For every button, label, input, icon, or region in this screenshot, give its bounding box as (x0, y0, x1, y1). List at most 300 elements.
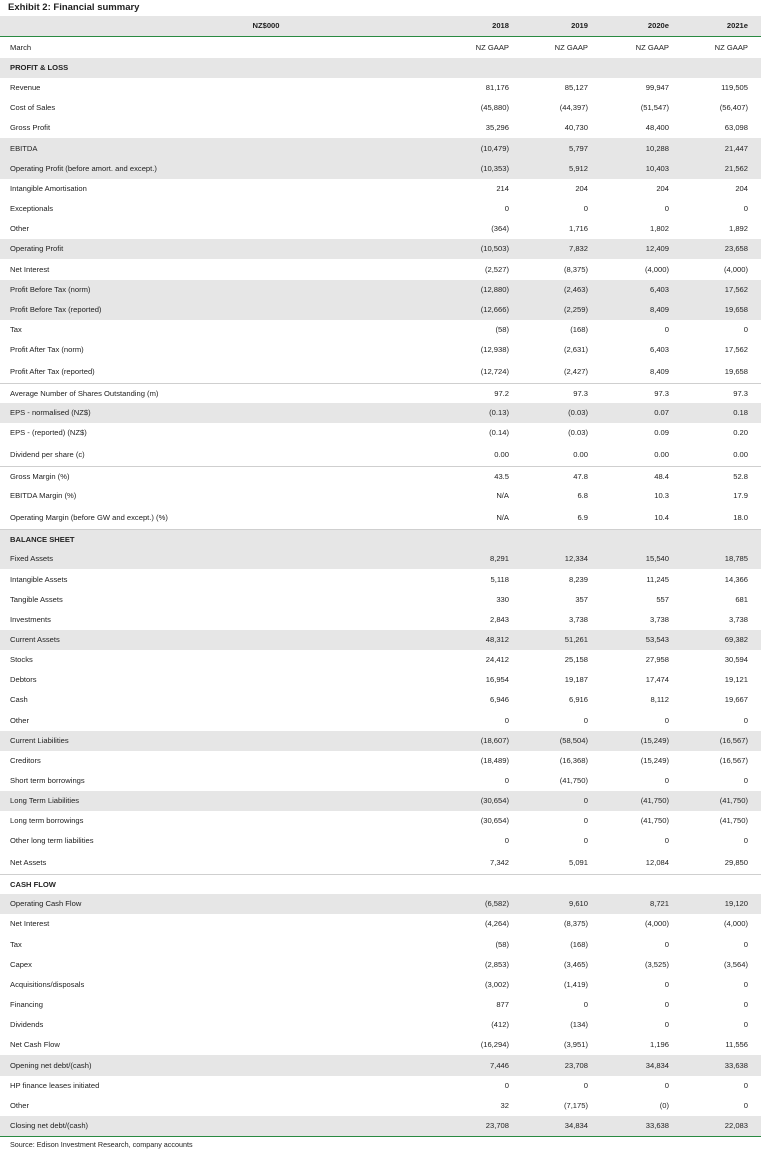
row-value: 8,112 (650, 695, 669, 704)
table-row (0, 506, 761, 529)
row-value: 19,187 (564, 675, 588, 684)
table-row (0, 894, 761, 914)
row-value: 81,176 (485, 83, 509, 92)
row-value: (10,479) (480, 144, 509, 153)
table-row (0, 569, 761, 590)
row-value: (58) (495, 325, 509, 334)
year-header-2019: 2019 (571, 21, 588, 30)
row-value: (41,750) (640, 796, 669, 805)
row-value: 0 (664, 1081, 669, 1090)
row-value: (3,525) (644, 960, 669, 969)
table-row (0, 630, 761, 650)
table-row (0, 58, 761, 78)
row-value: 0.00 (573, 450, 588, 459)
row-value: 8,239 (568, 575, 588, 584)
row-label: Dividends (10, 1020, 44, 1029)
table-row (0, 300, 761, 320)
row-value: 17,562 (724, 345, 748, 354)
table-row (0, 320, 761, 340)
table-row (0, 1096, 761, 1116)
row-value: (41,750) (559, 776, 588, 785)
row-value: 97.3 (573, 389, 588, 398)
row-value: 1,802 (649, 224, 669, 233)
row-label: Operating Profit (10, 244, 64, 253)
table-row (0, 38, 761, 58)
row-value: 40,730 (564, 123, 588, 132)
row-value: 0 (504, 1081, 509, 1090)
row-label: Operating Cash Flow (10, 899, 82, 908)
row-value: 204 (656, 184, 669, 193)
row-label: Profit Before Tax (norm) (10, 285, 91, 294)
row-value: 10.4 (654, 513, 669, 522)
row-label: Acquisitions/disposals (10, 980, 85, 989)
row-value: 0 (664, 1000, 669, 1009)
table-row (0, 179, 761, 199)
row-value: (15,249) (640, 736, 669, 745)
source-note: Source: Edison Investment Research, company accounts (10, 1140, 193, 1149)
table-row (0, 1035, 761, 1055)
row-value: (3,465) (563, 960, 588, 969)
row-value: (0.13) (489, 408, 509, 417)
row-value: 69,382 (724, 635, 748, 644)
row-value: 52.8 (733, 472, 748, 481)
row-value: 3,738 (568, 615, 588, 624)
row-value: 3,738 (649, 615, 669, 624)
footer-rule (0, 1136, 761, 1137)
row-value: (2,853) (484, 960, 509, 969)
row-value: 7,832 (568, 244, 588, 253)
table-row (0, 670, 761, 690)
row-value: 0 (743, 776, 748, 785)
row-value: (16,567) (719, 736, 748, 745)
exhibit-title: Exhibit 2: Financial summary (8, 2, 140, 13)
row-value: (18,489) (480, 756, 509, 765)
row-value: N/A (496, 513, 509, 522)
row-label: Cash (10, 695, 28, 704)
table-row (0, 731, 761, 751)
row-value: 0 (743, 980, 748, 989)
row-value: 48.4 (654, 472, 669, 481)
row-value: 11,245 (646, 575, 669, 584)
row-value: NZ GAAP (714, 43, 748, 52)
table-row (0, 219, 761, 239)
row-value: 97.3 (654, 389, 669, 398)
row-value: 18.0 (733, 513, 748, 522)
row-value: (30,654) (480, 796, 509, 805)
row-value: (16,368) (559, 756, 588, 765)
row-value: 119,505 (721, 83, 748, 92)
row-value: 0 (743, 204, 748, 213)
table-row (0, 1015, 761, 1035)
row-value: (4,000) (723, 919, 748, 928)
row-value: 0.20 (733, 428, 748, 437)
row-value: 34,834 (645, 1061, 669, 1070)
row-label: Investments (10, 615, 51, 624)
row-value: 8,721 (649, 899, 669, 908)
row-label: Other (10, 1101, 29, 1110)
row-label: PROFIT & LOSS (10, 63, 69, 72)
row-value: 0 (664, 1020, 669, 1029)
row-value: (45,880) (480, 103, 509, 112)
row-value: 3,738 (728, 615, 748, 624)
row-label: Short term borrowings (10, 776, 85, 785)
row-label: Gross Profit (10, 123, 51, 132)
row-value: 0 (504, 836, 509, 845)
row-value: 0 (504, 716, 509, 725)
row-value: 25,158 (564, 655, 588, 664)
row-value: 7,342 (489, 858, 509, 867)
row-value: 0 (583, 204, 588, 213)
row-label: Tax (10, 940, 22, 949)
row-value: (41,750) (719, 796, 748, 805)
row-value: 51,261 (564, 635, 588, 644)
table-row (0, 466, 761, 487)
row-value: 18,785 (724, 554, 748, 563)
row-value: NZ GAAP (635, 43, 669, 52)
row-value: 12,334 (564, 554, 588, 563)
row-label: Long Term Liabilities (10, 796, 80, 805)
table-row (0, 851, 761, 874)
row-label: Profit After Tax (reported) (10, 367, 95, 376)
row-value: (0) (659, 1101, 669, 1110)
table-row (0, 751, 761, 771)
row-value: 1,196 (649, 1040, 669, 1049)
row-value: (12,880) (480, 285, 509, 294)
row-label: Net Interest (10, 919, 50, 928)
row-value: 6,403 (649, 345, 669, 354)
row-label: Creditors (10, 756, 41, 765)
row-value: 1,716 (568, 224, 588, 233)
row-value: 8,409 (649, 367, 669, 376)
row-value: 0 (583, 1000, 588, 1009)
table-row (0, 423, 761, 443)
table-row (0, 98, 761, 118)
row-value: 33,638 (724, 1061, 748, 1070)
row-value: (168) (570, 940, 588, 949)
table-row (0, 1116, 761, 1136)
row-label: Intangible Amortisation (10, 184, 87, 193)
row-value: 23,658 (724, 244, 748, 253)
row-label: Net Assets (10, 858, 47, 867)
row-value: 14,366 (724, 575, 748, 584)
row-value: (2,259) (563, 305, 588, 314)
row-value: (7,175) (563, 1101, 588, 1110)
row-value: 27,958 (645, 655, 669, 664)
row-value: 19,667 (724, 695, 748, 704)
row-value: 21,447 (724, 144, 748, 153)
row-value: 63,098 (724, 123, 748, 132)
row-value: (2,631) (563, 345, 588, 354)
row-value: (10,503) (480, 244, 509, 253)
table-row (0, 934, 761, 955)
table-row (0, 78, 761, 98)
row-label: Fixed Assets (10, 554, 54, 563)
row-value: 681 (735, 595, 748, 604)
row-value: (1,419) (563, 980, 588, 989)
table-row (0, 159, 761, 179)
table-row (0, 443, 761, 466)
row-value: (12,938) (480, 345, 509, 354)
row-value: 204 (575, 184, 588, 193)
row-label: Other long term liabilities (10, 836, 94, 845)
row-value: (30,654) (480, 816, 509, 825)
row-value: (2,463) (563, 285, 588, 294)
table-row (0, 610, 761, 630)
table-row (0, 690, 761, 710)
table-row (0, 874, 761, 895)
row-value: 0 (743, 940, 748, 949)
year-header-2018: 2018 (492, 21, 509, 30)
table-header (0, 16, 761, 37)
row-value: 6,916 (568, 695, 588, 704)
row-value: 24,412 (485, 655, 509, 664)
row-value: 12,084 (645, 858, 669, 867)
table-row (0, 529, 761, 550)
row-label: Closing net debt/(cash) (10, 1121, 89, 1130)
row-value: (3,951) (563, 1040, 588, 1049)
row-value: 23,708 (485, 1121, 509, 1130)
row-value: 21,562 (724, 164, 748, 173)
row-value: 43.5 (494, 472, 509, 481)
row-value: 22,083 (724, 1121, 748, 1130)
row-value: 0 (743, 1020, 748, 1029)
row-label: Financing (10, 1000, 43, 1009)
row-label: CASH FLOW (10, 880, 56, 889)
row-value: 5,912 (568, 164, 588, 173)
row-value: (18,607) (480, 736, 509, 745)
row-value: 0 (743, 836, 748, 845)
row-value: 0 (743, 325, 748, 334)
row-value: 32 (500, 1101, 509, 1110)
row-label: Dividend per share (c) (10, 450, 85, 459)
row-value: (56,407) (719, 103, 748, 112)
row-value: 0.00 (733, 450, 748, 459)
table-row (0, 791, 761, 811)
row-label: Exceptionals (10, 204, 54, 213)
row-value: (58) (495, 940, 509, 949)
row-value: 6.9 (577, 513, 588, 522)
row-value: (3,002) (484, 980, 509, 989)
row-value: 30,594 (724, 655, 748, 664)
row-value: (2,427) (563, 367, 588, 376)
row-value: 557 (656, 595, 669, 604)
row-label: March (10, 43, 32, 52)
row-label: Other (10, 716, 29, 725)
row-value: 5,091 (568, 858, 588, 867)
row-value: 97.3 (733, 389, 748, 398)
row-value: 877 (496, 1000, 509, 1009)
row-value: 10,288 (645, 144, 669, 153)
row-value: (3,564) (723, 960, 748, 969)
row-label: Current Liabilities (10, 736, 69, 745)
row-value: 0 (583, 1081, 588, 1090)
row-label: Debtors (10, 675, 37, 684)
table-row (0, 403, 761, 423)
row-value: 0 (743, 1101, 748, 1110)
currency-unit-header: NZ$000 (252, 21, 280, 30)
row-value: 0 (743, 1081, 748, 1090)
row-value: 17,474 (645, 675, 669, 684)
row-value: (0.03) (568, 428, 588, 437)
row-label: Average Number of Shares Outstanding (m) (10, 389, 159, 398)
row-value: 19,120 (724, 899, 748, 908)
row-value: 15,540 (645, 554, 669, 563)
row-value: 0.00 (654, 450, 669, 459)
row-value: 8,291 (489, 554, 509, 563)
row-label: BALANCE SHEET (10, 535, 75, 544)
table-row (0, 831, 761, 851)
year-header-2021e: 2021e (726, 21, 748, 30)
row-label: Other (10, 224, 29, 233)
row-label: Net Cash Flow (10, 1040, 60, 1049)
row-value: (58,504) (559, 736, 588, 745)
row-label: EPS - (reported) (NZ$) (10, 428, 87, 437)
row-value: 0 (504, 776, 509, 785)
row-label: EPS - normalised (NZ$) (10, 408, 91, 417)
row-value: 0 (664, 836, 669, 845)
row-value: 10.3 (654, 491, 669, 500)
row-value: (10,353) (480, 164, 509, 173)
row-value: 8,409 (649, 305, 669, 314)
row-label: Long term borrowings (10, 816, 84, 825)
row-value: (0.14) (489, 428, 509, 437)
row-value: (12,724) (480, 367, 509, 376)
row-value: 0.18 (733, 408, 748, 417)
row-value: 48,312 (485, 635, 509, 644)
row-value: (8,375) (563, 265, 588, 274)
row-value: 6,403 (649, 285, 669, 294)
table-row (0, 975, 761, 995)
table-row (0, 383, 761, 404)
table-row (0, 199, 761, 219)
table-row (0, 811, 761, 831)
row-value: (4,000) (723, 265, 748, 274)
row-value: (134) (570, 1020, 588, 1029)
row-label: Net Interest (10, 265, 50, 274)
row-value: (16,294) (480, 1040, 509, 1049)
row-label: Cost of Sales (10, 103, 56, 112)
row-value: (16,567) (719, 756, 748, 765)
row-value: (51,547) (640, 103, 669, 112)
row-label: Current Assets (10, 635, 60, 644)
row-value: (168) (570, 325, 588, 334)
row-value: (364) (491, 224, 509, 233)
row-value: 10,403 (645, 164, 669, 173)
row-value: 2,843 (489, 615, 509, 624)
row-label: Tangible Assets (10, 595, 63, 604)
table-row (0, 995, 761, 1015)
row-label: Gross Margin (%) (10, 472, 70, 481)
row-value: (0.03) (568, 408, 588, 417)
row-value: 11,556 (725, 1040, 748, 1049)
row-label: Revenue (10, 83, 41, 92)
row-value: 204 (735, 184, 748, 193)
row-value: 5,118 (490, 575, 509, 584)
row-value: 16,954 (485, 675, 509, 684)
row-value: 33,638 (645, 1121, 669, 1130)
row-label: Intangible Assets (10, 575, 68, 584)
row-value: 0 (664, 980, 669, 989)
row-value: 35,296 (485, 123, 509, 132)
row-value: 48,400 (645, 123, 669, 132)
row-value: 19,658 (724, 305, 748, 314)
row-value: N/A (496, 491, 509, 500)
row-label: EBITDA Margin (%) (10, 491, 77, 500)
row-value: 53,543 (645, 635, 669, 644)
row-value: 0.00 (494, 450, 509, 459)
row-value: 12,409 (645, 244, 669, 253)
table-row (0, 914, 761, 934)
row-value: 9,610 (568, 899, 588, 908)
table-row (0, 280, 761, 300)
table-row (0, 486, 761, 506)
table-row (0, 1055, 761, 1076)
row-value: NZ GAAP (554, 43, 588, 52)
table-row (0, 259, 761, 280)
row-value: 7,446 (489, 1061, 509, 1070)
row-value: (2,527) (484, 265, 509, 274)
row-value: 0.07 (654, 408, 669, 417)
row-value: (4,000) (644, 919, 669, 928)
table-row (0, 239, 761, 259)
row-value: (44,397) (559, 103, 588, 112)
row-value: 0 (664, 940, 669, 949)
row-value: 47.8 (573, 472, 588, 481)
row-value: 0 (583, 716, 588, 725)
table-row (0, 138, 761, 159)
row-value: 0 (664, 716, 669, 725)
row-value: 97.2 (494, 389, 509, 398)
row-label: HP finance leases initiated (10, 1081, 100, 1090)
row-label: Capex (10, 960, 32, 969)
row-value: 0 (583, 796, 588, 805)
row-value: 0 (743, 1000, 748, 1009)
row-value: 19,121 (724, 675, 748, 684)
row-value: 0.09 (654, 428, 669, 437)
row-value: 34,834 (564, 1121, 588, 1130)
year-header-2020e: 2020e (647, 21, 669, 30)
row-value: 29,850 (724, 858, 748, 867)
row-value: (15,249) (640, 756, 669, 765)
row-value: 5,797 (568, 144, 588, 153)
row-value: 357 (575, 595, 588, 604)
row-value: 19,658 (724, 367, 748, 376)
row-value: 6.8 (577, 491, 588, 500)
row-value: NZ GAAP (475, 43, 509, 52)
row-value: (4,000) (644, 265, 669, 274)
table-row (0, 118, 761, 138)
row-value: 330 (496, 595, 509, 604)
table-row (0, 340, 761, 360)
row-label: Tax (10, 325, 22, 334)
row-value: 0 (583, 816, 588, 825)
row-value: 17,562 (724, 285, 748, 294)
row-label: Profit Before Tax (reported) (10, 305, 102, 314)
row-label: Stocks (10, 655, 33, 664)
row-value: 6,946 (489, 695, 509, 704)
row-value: 0 (664, 776, 669, 785)
row-label: Profit After Tax (norm) (10, 345, 84, 354)
table-row (0, 710, 761, 731)
row-value: 214 (496, 184, 509, 193)
row-label: Opening net debt/(cash) (10, 1061, 92, 1070)
row-label: EBITDA (10, 144, 38, 153)
row-value: (4,264) (484, 919, 509, 928)
row-value: 0 (583, 836, 588, 845)
table-row (0, 590, 761, 610)
row-value: (41,750) (640, 816, 669, 825)
table-row (0, 360, 761, 383)
